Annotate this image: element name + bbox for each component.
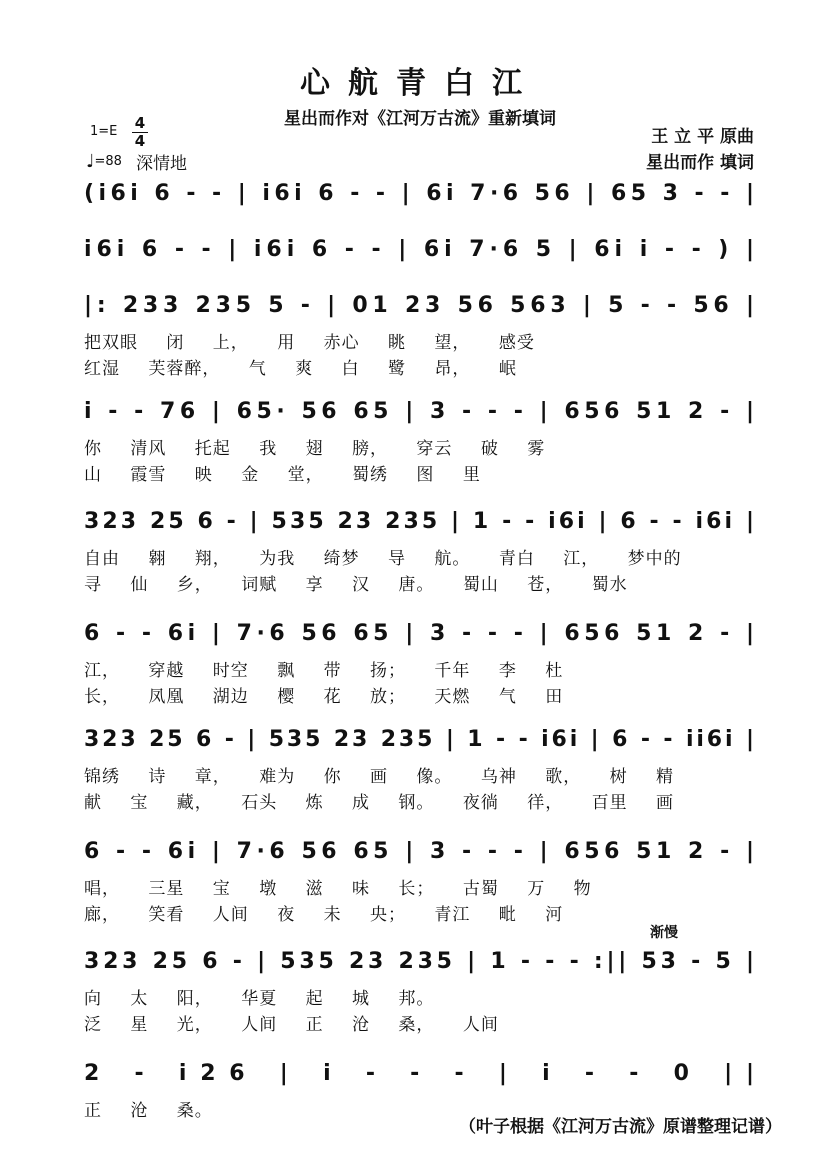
score-system xyxy=(84,228,764,268)
time-signature-top: 4 xyxy=(134,114,146,132)
composer-credit: 王 立 平 原曲 xyxy=(651,127,754,147)
key-signature: 1=E xyxy=(90,124,118,139)
notation-line xyxy=(84,172,764,212)
notation-line xyxy=(84,500,764,540)
score-system xyxy=(84,830,764,925)
notation-text: i6i 6 - - | i6i 6 - - | 6i 7·6 5 | 6i i - - ) | xyxy=(84,237,754,262)
tempo-change-marking: 渐慢 xyxy=(650,925,678,941)
lyric-verse-1: 正 沧 桑。 xyxy=(84,1101,213,1121)
notation-text: 323 25 6 - | 535 23 235 | 1 - - i6i | 6 - - i6i | xyxy=(84,509,754,534)
notation-text: 323 25 6 - | 535 23 235 | 1 - - i6i | 6 - - ii6i | xyxy=(84,727,754,752)
notation-line xyxy=(84,718,764,758)
notation-text: 6 - - 6i | 7·6 56 65 | 3 - - - | 656 51 2 - | xyxy=(84,839,754,864)
lyric-verse-2: 长， 凤凰 湖边 樱 花 放； 天燃 气 田 xyxy=(84,687,564,707)
lyric-verse-1: 锦绣 诗 章， 难为 你 画 像。 乌神 歌， 树 精 xyxy=(84,767,675,787)
score-system xyxy=(84,390,764,485)
lyric-verse-1: 唱， 三星 宝 墩 滋 味 长； 古蜀 万 物 xyxy=(84,879,592,899)
score-system xyxy=(84,718,764,813)
song-title: 心航青白江 xyxy=(300,66,540,101)
tempo-marking xyxy=(86,151,122,172)
lyric-verse-1: 把双眼 闭 上， 用 赤心 眺 望， 感受 xyxy=(84,333,535,353)
notation-line xyxy=(84,830,764,870)
lyric-verse-2: 献 宝 藏， 石头 炼 成 钢。 夜徜 徉， 百里 画 xyxy=(84,793,675,813)
score-system xyxy=(84,1052,764,1121)
lyric-verse-2: 寻 仙 乡， 词赋 享 汉 唐。 蜀山 苍， 蜀水 xyxy=(84,575,628,595)
notation-text: 323 25 6 - | 535 23 235 | 1 - - - :|| 53 - 5 | xyxy=(84,949,755,974)
expression-marking: 深情地 xyxy=(136,154,187,174)
lyric-verse-1: 你 清风 托起 我 翅 膀， 穿云 破 雾 xyxy=(84,439,546,459)
notation-line xyxy=(84,940,764,980)
notation-text: 2 - i26 | i - - - | i - - 0 || xyxy=(84,1061,755,1086)
notation-text: 6 - - 6i | 7·6 56 65 | 3 - - - | 656 51 2 - | xyxy=(84,621,754,646)
lyric-verse-2: 红湿 芙蓉醉， 气 爽 白 鹭 昂， 岷 xyxy=(84,359,517,379)
notation-line xyxy=(84,390,764,430)
lyric-verse-2: 山 霞雪 映 金 堂， 蜀绣 图 里 xyxy=(84,465,481,485)
score-system xyxy=(84,172,764,212)
lyricist-credit: 星出而作 填词 xyxy=(646,153,754,173)
time-signature xyxy=(132,116,148,149)
tempo-value: =88 xyxy=(94,154,122,169)
score-system xyxy=(84,612,764,707)
song-subtitle: 星出而作对《江河万古流》重新填词 xyxy=(284,109,556,129)
notation-text: (i6i 6 - - | i6i 6 - - | 6i 7·6 56 | 65 3 - - | xyxy=(84,181,754,206)
transcription-note: （叶子根据《江河万古流》原谱整理记谱） xyxy=(459,1117,782,1137)
notation-line xyxy=(84,1052,764,1092)
lyric-verse-2: 廊， 笑看 人间 夜 未 央； 青江 毗 河 xyxy=(84,905,564,925)
quarter-note-icon: ♩ xyxy=(86,151,95,172)
notation-line xyxy=(84,612,764,652)
notation-text: |: 233 235 5 - | 01 23 56 563 | 5 - - 56 | xyxy=(84,293,754,318)
score-system xyxy=(84,500,764,595)
notation-line xyxy=(84,284,764,324)
lyric-verse-1: 自由 翱 翔， 为我 绮梦 导 航。 青白 江， 梦中的 xyxy=(84,549,682,569)
notation-line xyxy=(84,228,764,268)
lyric-verse-2: 泛 星 光， 人间 正 沧 桑， 人间 xyxy=(84,1015,499,1035)
lyric-verse-1: 江， 穿越 时空 飘 带 扬； 千年 李 杜 xyxy=(84,661,564,681)
score-system xyxy=(84,284,764,379)
notation-text: i - - 76 | 65· 56 65 | 3 - - - | 656 51 2 - | xyxy=(84,399,754,424)
score-system xyxy=(84,940,764,1035)
lyric-verse-1: 向 太 阳， 华夏 起 城 邦。 xyxy=(84,989,435,1009)
time-signature-bottom: 4 xyxy=(134,132,146,150)
